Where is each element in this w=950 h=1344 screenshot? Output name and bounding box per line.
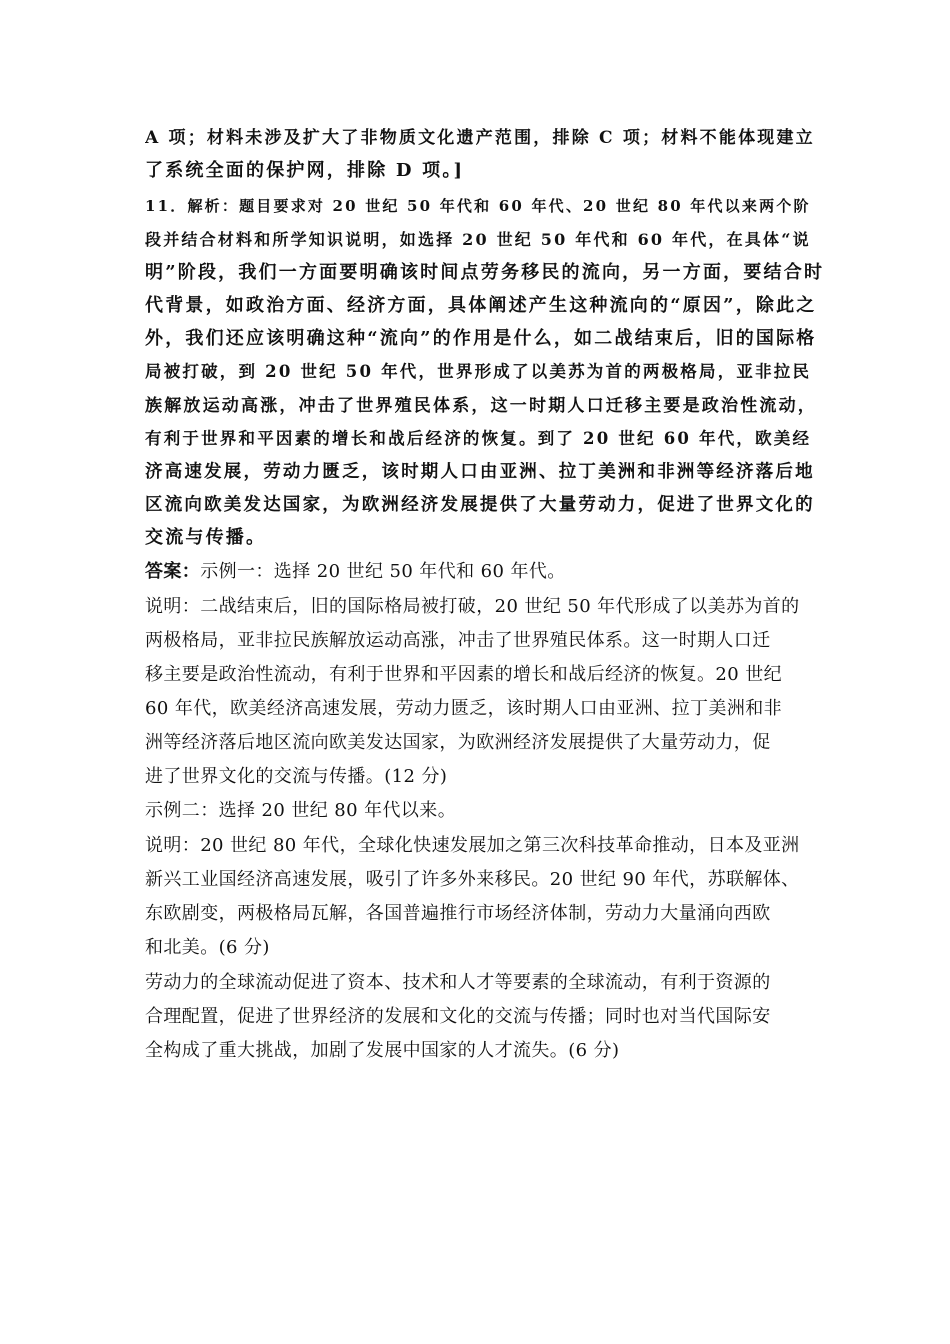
q11-analysis-line-9: 济高速发展，劳动力匮乏，该时期人口由亚洲、拉丁美洲和非洲等经济落后地 — [145, 462, 815, 482]
q11-analysis-line-11: 交流与传播。 — [145, 527, 267, 548]
q11-analysis-line-8: 有利于世界和平因素的增长和战后经济的恢复。到了 20 世纪 60 年代，欧美经 — [145, 429, 812, 448]
example1-line-2: 两极格局，亚非拉民族解放运动高涨，冲击了世界殖民体系。这一时期人口迁 — [145, 630, 771, 651]
q11-analysis-line-3: 明”阶段，我们一方面要明确该时间点劳务移民的流向，另一方面，要结合时 — [145, 262, 825, 283]
answer-label: 答案： — [145, 561, 201, 582]
prev-explanation-line-1: A 项；材料未涉及扩大了非物质文化遗产范围，排除 C 项；材料不能体现建立 — [145, 128, 815, 148]
q11-analysis-label: 解析： — [187, 197, 240, 215]
example1-line-6: 进了世界文化的交流与传播。(12 分) — [145, 766, 448, 787]
conclusion-line-2: 合理配置，促进了世界经济的发展和文化的交流与传播；同时也对当代国际安 — [145, 1006, 771, 1027]
example2-line-3: 东欧剧变，两极格局瓦解，各国普遍推行市场经济体制，劳动力大量涌向西欧 — [145, 903, 771, 924]
q11-analysis-line-4: 代背景，如政治方面、经济方面，具体阐述产生这种流向的“原因”，除此之 — [145, 295, 817, 316]
example1-line-1: 说明：二战结束后，旧的国际格局被打破，20 世纪 50 年代形成了以美苏为首的 — [145, 596, 800, 617]
example1-line-3: 移主要是政治性流动，有利于世界和平因素的增长和战后经济的恢复。20 世纪 — [145, 664, 783, 685]
answer-example1-title — [145, 558, 825, 586]
example1-line-5: 洲等经济落后地区流向欧美发达国家，为欧洲经济发展提供了大量劳动力，促 — [145, 732, 771, 753]
q11-analysis-text: 题目要求对 20 世纪 50 年代和 60 年代、20 世纪 80 年代以来两个阶 — [239, 197, 811, 215]
answer-example2-title: 示例二：选择 20 世纪 80 年代以来。 — [145, 800, 457, 821]
answer-example1-text: 示例一：选择 20 世纪 50 年代和 60 年代。 — [200, 561, 566, 582]
conclusion-line-3: 全构成了重大挑战，加剧了发展中国家的人才流失。(6 分) — [145, 1040, 620, 1061]
conclusion-line-1: 劳动力的全球流动促进了资本、技术和人才等要素的全球流动，有利于资源的 — [145, 972, 771, 993]
q11-analysis-line-10: 区流向欧美发达国家，为欧洲经济发展提供了大量劳动力，促进了世界文化的 — [145, 495, 815, 515]
q11-analysis-line-2: 段并结合材料和所学知识说明，如选择 20 世纪 50 年代和 60 年代，在具体“说 — [145, 230, 811, 249]
q11-analysis-line-5: 外，我们还应该明确这种“流向”的作用是什么，如二战结束后，旧的国际格 — [145, 328, 817, 349]
prev-explanation-line-2: 了系统全面的保护网，排除 D 项。] — [145, 160, 465, 181]
q11-analysis-line-6: 局被打破，到 20 世纪 50 年代，世界形成了以美苏为首的两极格局，亚非拉民 — [145, 362, 812, 381]
q11-analysis-line-1 — [145, 192, 825, 220]
example2-line-1: 说明：20 世纪 80 年代，全球化快速发展加之第三次科技革命推动，日本及亚洲 — [145, 835, 800, 856]
example2-line-4: 和北美。(6 分) — [145, 937, 270, 958]
example2-line-2: 新兴工业国经济高速发展，吸引了许多外来移民。20 世纪 90 年代，苏联解体、 — [145, 869, 800, 890]
q11-number: 11． — [145, 197, 188, 215]
example1-line-4: 60 年代，欧美经济高速发展，劳动力匮乏，该时期人口由亚洲、拉丁美洲和非 — [145, 698, 783, 719]
q11-analysis-line-7: 族解放运动高涨，冲击了世界殖民体系，这一时期人口迁移主要是政治性流动， — [145, 396, 817, 416]
